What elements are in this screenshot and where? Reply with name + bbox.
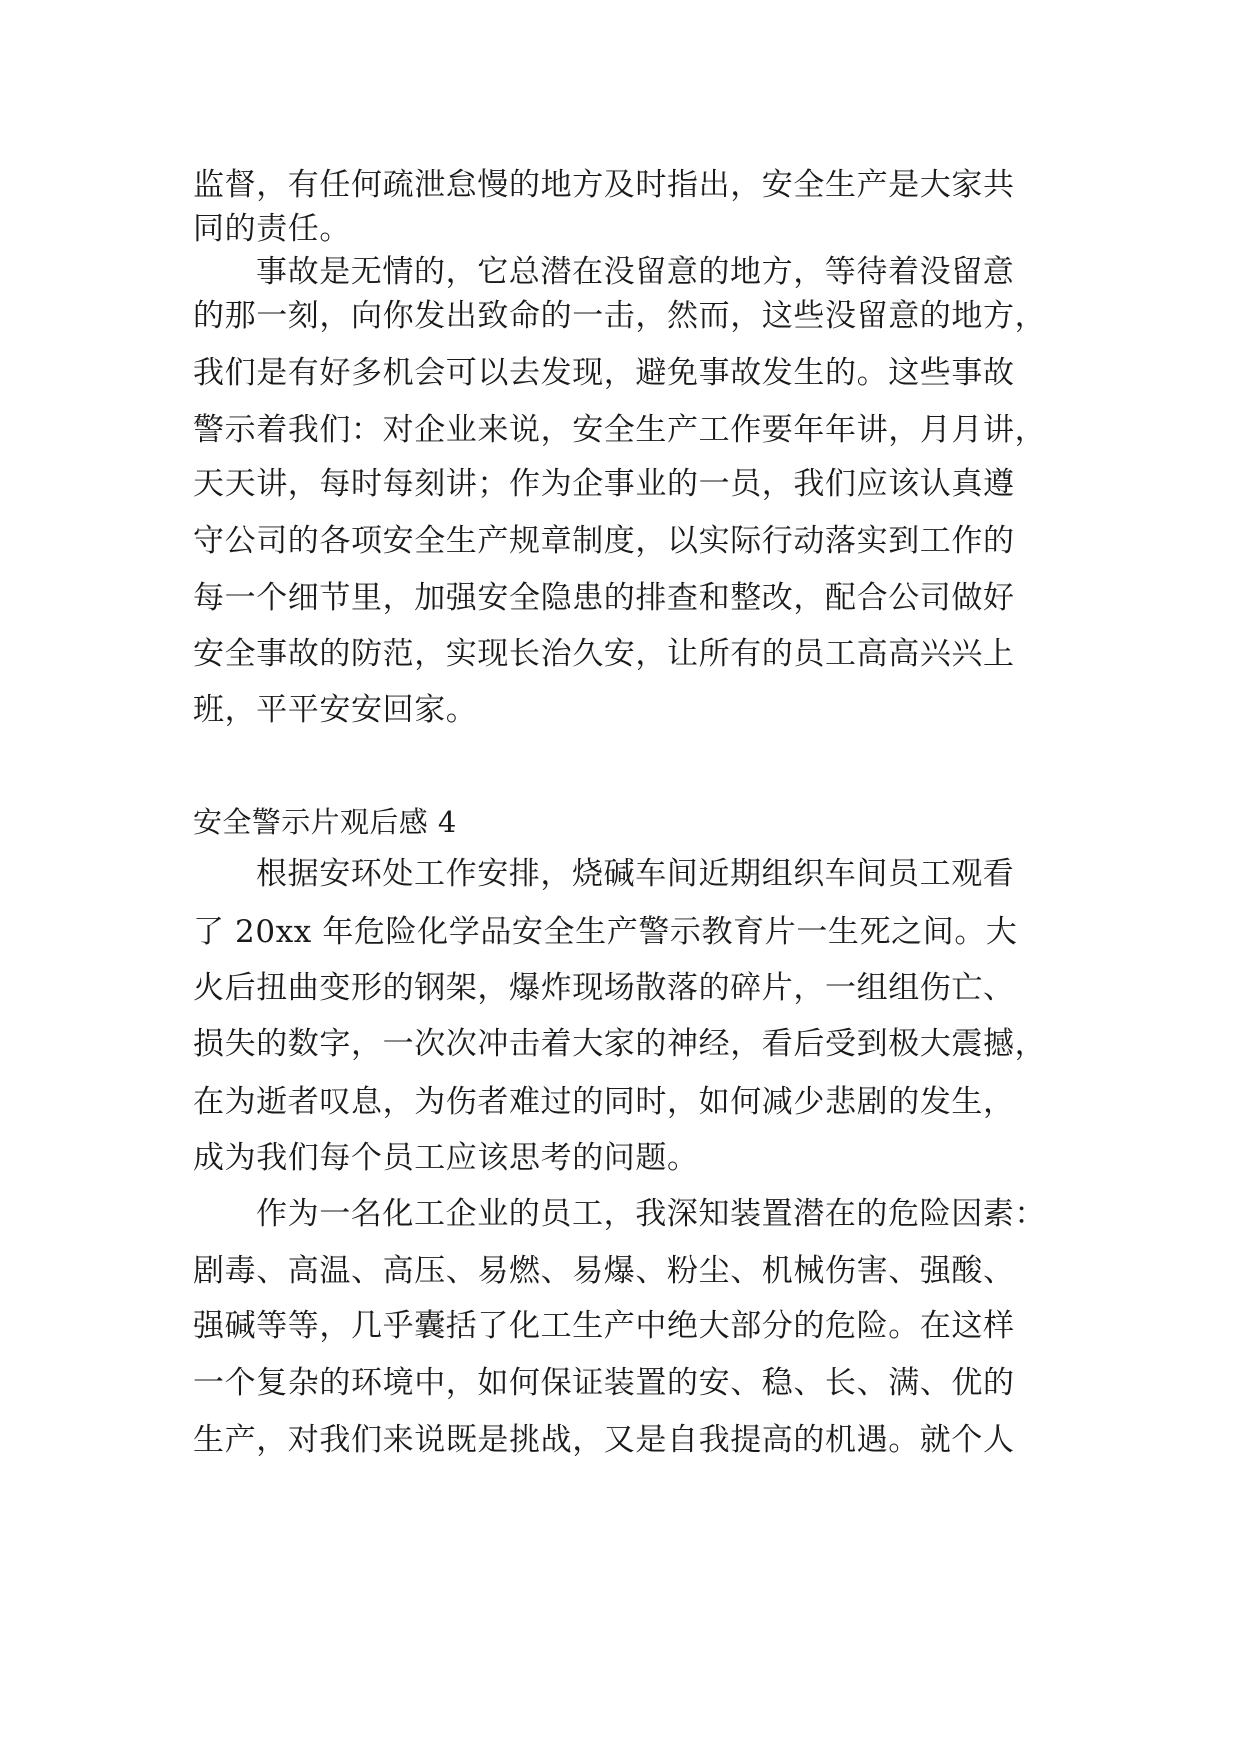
text-line: 强碱等等，几乎囊括了化工生产中绝大部分的危险。在这样 bbox=[193, 1308, 1015, 1344]
text-line: 警示着我们：对企业来说，安全生产工作要年年讲，月月讲， bbox=[193, 412, 1047, 448]
text-line: 剧毒、高温、高压、易燃、易爆、粉尘、机械伤害、强酸、 bbox=[193, 1253, 1015, 1289]
text-line: 了 20xx 年危险化学品安全生产警示教育片一生死之间。大 bbox=[193, 914, 1018, 950]
text-line: 一个复杂的环境中，如何保证装置的安、稳、长、满、优的 bbox=[193, 1365, 1015, 1401]
text-line: 的那一刻，向你发出致命的一击，然而，这些没留意的地方， bbox=[193, 298, 1047, 334]
text-line: 天天讲，每时每刻讲；作为企事业的一员，我们应该认真遵 bbox=[193, 466, 1015, 502]
text-line: 损失的数字，一次次冲击着大家的神经，看后受到极大震撼， bbox=[193, 1026, 1047, 1062]
text-line: 生产，对我们来说既是挑战，又是自我提高的机遇。就个人 bbox=[193, 1422, 1015, 1458]
text-line: 火后扭曲变形的钢架，爆炸现场散落的碎片，一组组伤亡、 bbox=[193, 970, 1015, 1006]
text-line: 在为逝者叹息，为伤者难过的同时，如何减少悲剧的发生， bbox=[193, 1084, 1015, 1120]
text-line: 同的责任。 bbox=[193, 211, 351, 247]
section-heading: 安全警示片观后感 4 bbox=[193, 805, 457, 839]
text-line: 成为我们每个员工应该思考的问题。 bbox=[193, 1140, 699, 1176]
text-line: 事故是无情的，它总潜在没留意的地方，等待着没留意 bbox=[256, 254, 1015, 290]
text-line: 根据安环处工作安排，烧碱车间近期组织车间员工观看 bbox=[256, 856, 1015, 892]
text-line: 守公司的各项安全生产规章制度，以实际行动落实到工作的 bbox=[193, 523, 1015, 559]
text-line: 安全事故的防范，实现长治久安，让所有的员工高高兴兴上 bbox=[193, 636, 1015, 672]
text-line: 每一个细节里，加强安全隐患的排查和整改，配合公司做好 bbox=[193, 580, 1015, 616]
text-line: 监督，有任何疏泄怠慢的地方及时指出，安全生产是大家共 bbox=[193, 167, 1015, 203]
text-line: 我们是有好多机会可以去发现，避免事故发生的。这些事故 bbox=[193, 355, 1015, 391]
text-line: 作为一名化工企业的员工，我深知装置潜在的危险因素： bbox=[256, 1196, 1046, 1232]
text-line: 班，平平安安回家。 bbox=[193, 692, 478, 728]
